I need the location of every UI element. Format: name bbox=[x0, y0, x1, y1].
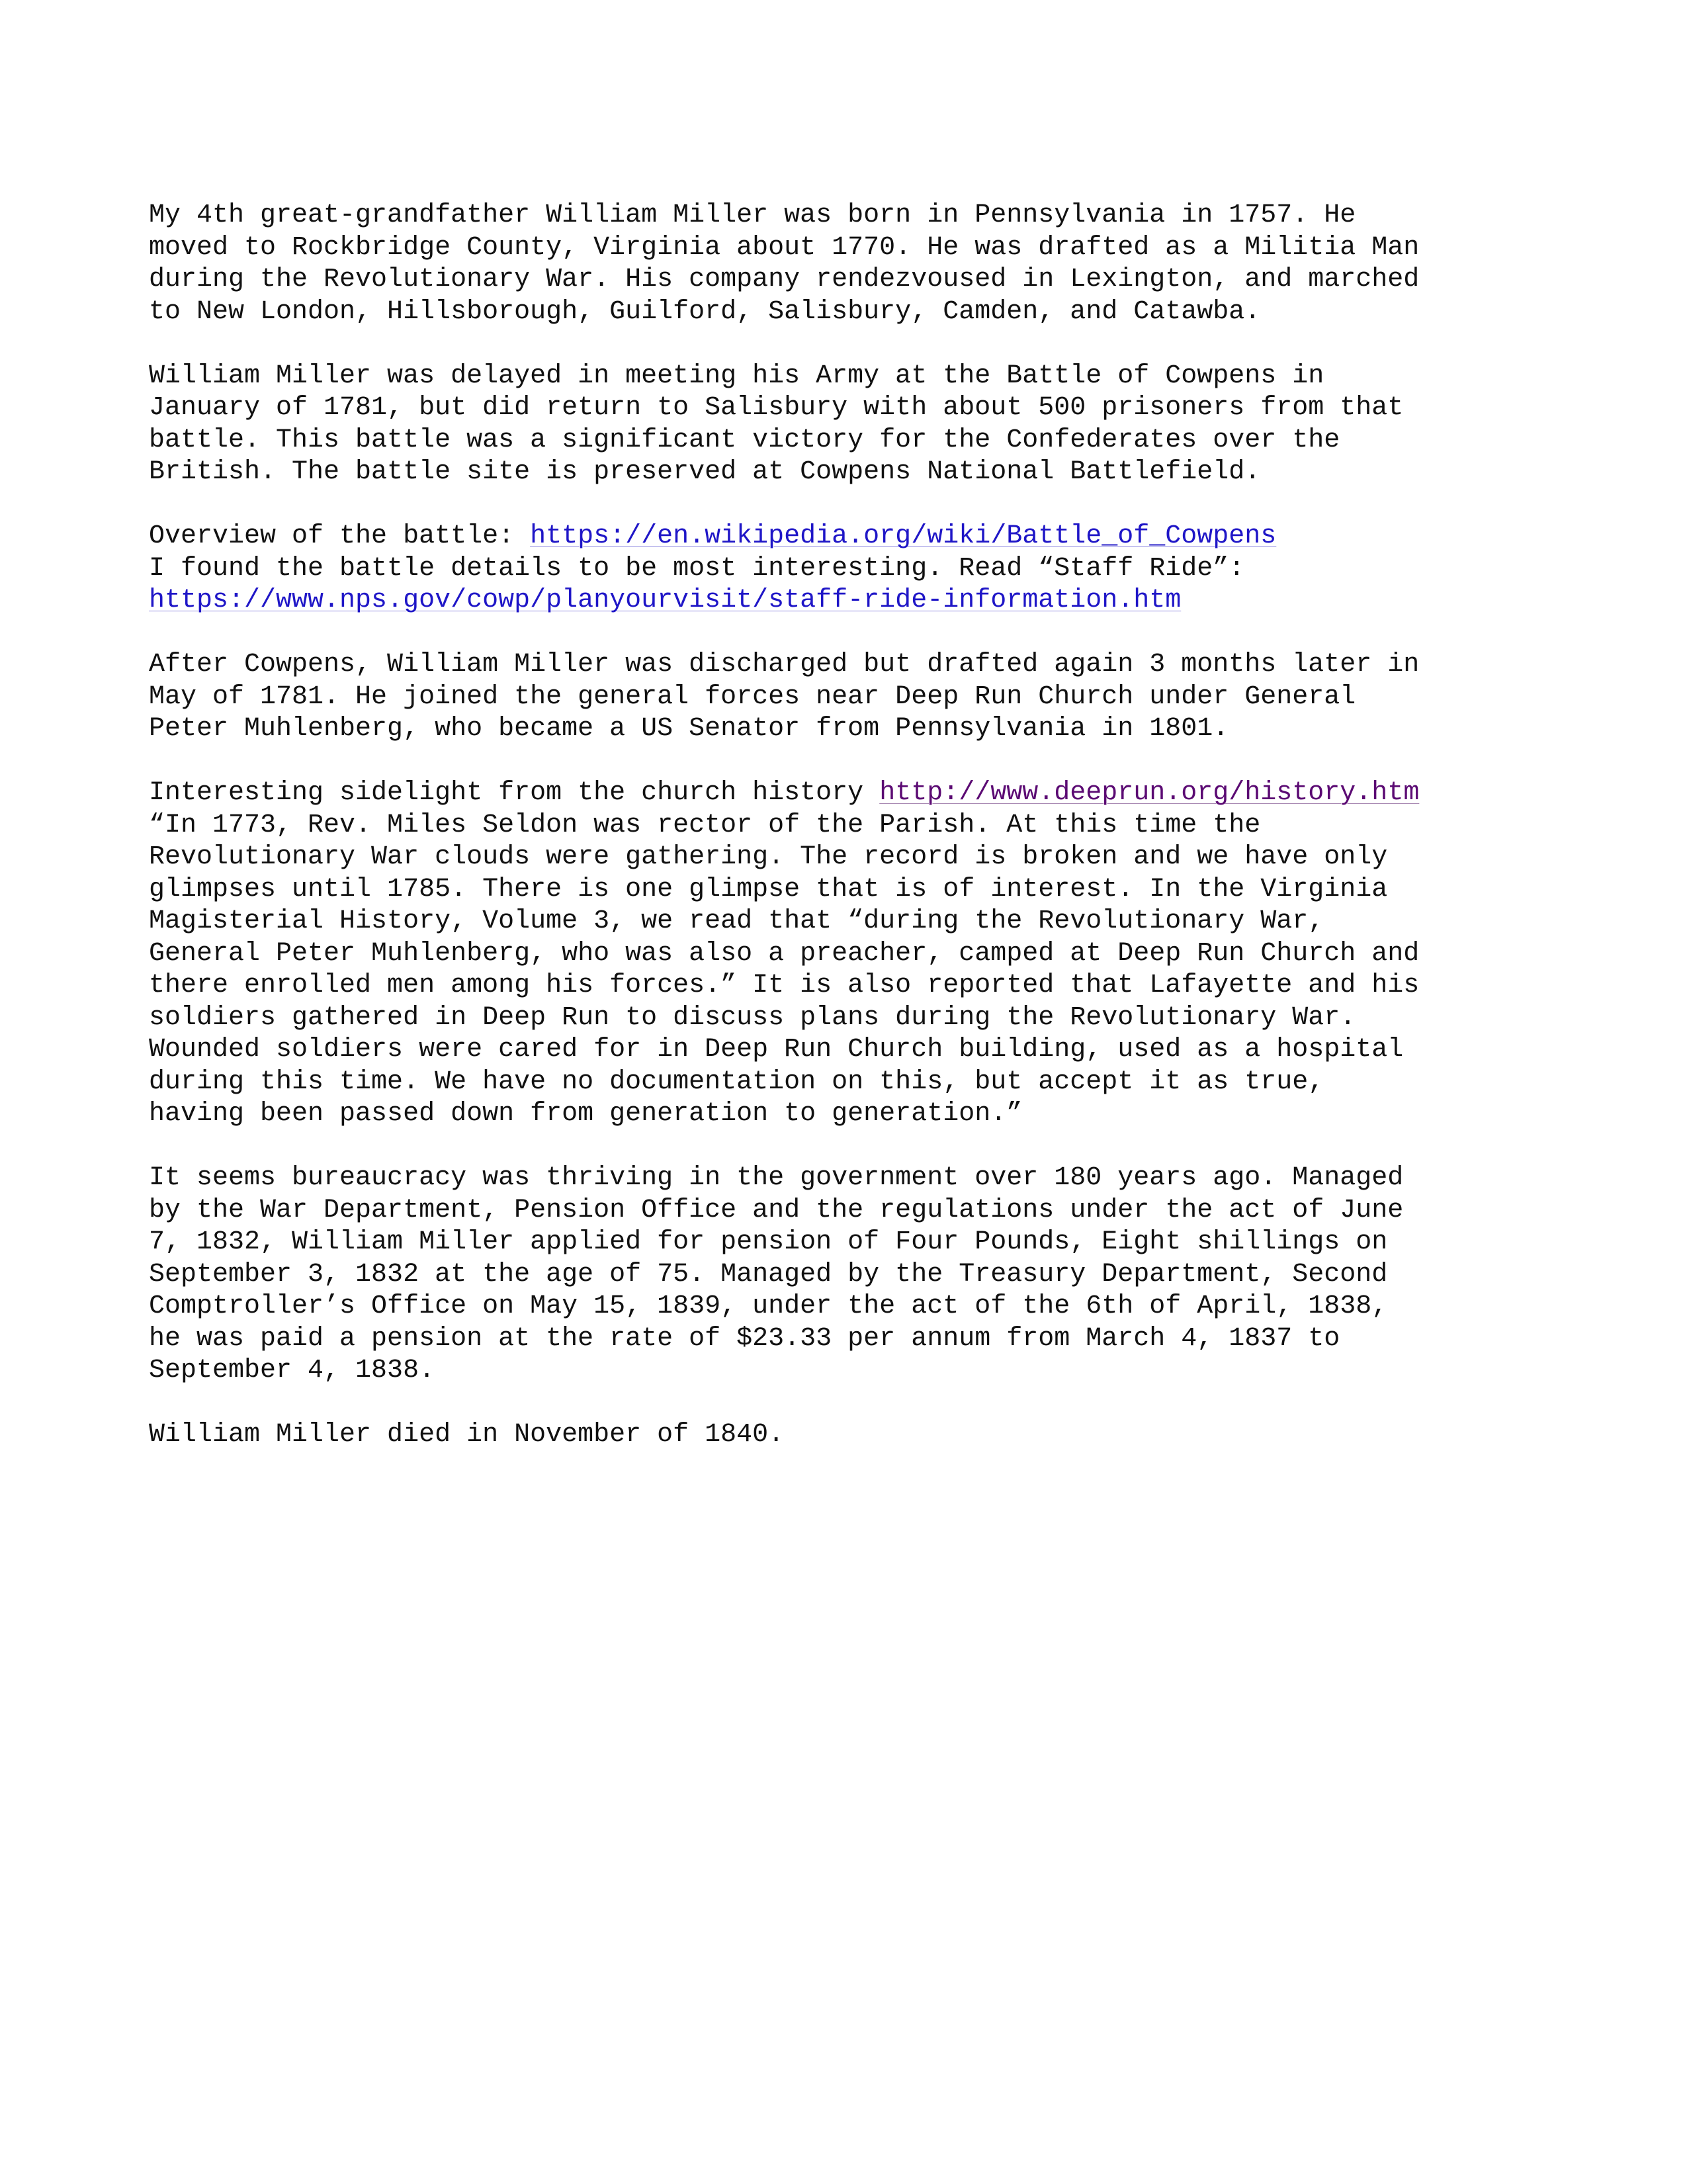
text-line: After Cowpens, William Miller was discharged but drafted again 3 months later in bbox=[149, 650, 1420, 679]
text-line: May of 1781. He joined the general forces near Deep Run Church under General bbox=[149, 681, 1356, 712]
staff-ride-line bbox=[149, 585, 1551, 617]
quote-line: Revolutionary War clouds were gathering. The record is broken and we have only bbox=[149, 842, 1388, 872]
quote-line: “In 1773, Rev. Miles Seldon was rector of the Parish. At this time the bbox=[149, 810, 1261, 840]
paragraph-birth-and-service bbox=[149, 200, 1551, 328]
text-line: William Miller was delayed in meeting his Army at the Battle of Cowpens in bbox=[149, 361, 1324, 391]
church-history-intro-line bbox=[149, 777, 1551, 810]
text-line: to New London, Hillsborough, Guilford, Salisbury, Camden, and Catawba. bbox=[149, 296, 1261, 327]
overview-label: Overview of the battle: bbox=[149, 521, 531, 551]
wikipedia-battle-link[interactable]: https://en.wikipedia.org/wiki/Battle_of_Cowpens bbox=[530, 521, 1277, 551]
nps-staff-ride-link[interactable]: https://www.nps.gov/cowp/planyourvisit/staff-ride-information.htm bbox=[149, 586, 1182, 615]
text-line: It seems bureaucracy was thriving in the government over 180 years ago. Managed bbox=[149, 1163, 1404, 1193]
text-line: British. The battle site is preserved at Cowpens National Battlefield. bbox=[149, 457, 1261, 487]
text-line: by the War Department, Pension Office and the regulations under the act of June bbox=[149, 1195, 1404, 1225]
text-line: he was paid a pension at the rate of $23.33 per annum from March 4, 1837 to bbox=[149, 1323, 1340, 1354]
text-line: My 4th great-grandfather William Miller was born in Pennsylvania in 1757. He bbox=[149, 200, 1356, 230]
text-line: September 3, 1832 at the age of 75. Managed by the Treasury Department, Second bbox=[149, 1259, 1388, 1289]
text-line: September 4, 1838. bbox=[149, 1356, 435, 1385]
staff-ride-text: I found the battle details to be most interesting. Read “Staff Ride”: bbox=[149, 553, 1245, 584]
text-line: 7, 1832, William Miller applied for pension of Four Pounds, Eight shillings on bbox=[149, 1227, 1388, 1257]
quote-line: General Peter Muhlenberg, who was also a preacher, camped at Deep Run Church and bbox=[149, 938, 1420, 969]
text-line: January of 1781, but did return to Salisbury with about 500 prisoners from that bbox=[149, 393, 1404, 423]
text-line: during the Revolutionary War. His company rendezvoused in Lexington, and marched bbox=[149, 265, 1420, 294]
overview-line bbox=[149, 521, 1551, 553]
text-line: Peter Muhlenberg, who became a US Senator from Pennsylvania in 1801. bbox=[149, 714, 1229, 744]
paragraph-pension bbox=[149, 1162, 1551, 1387]
text-line: Comptroller’s Office on May 15, 1839, under the act of the 6th of April, 1838, bbox=[149, 1291, 1388, 1321]
quote-line: during this time. We have no documentation on this, but accept it as true, bbox=[149, 1067, 1324, 1097]
text-line: moved to Rockbridge County, Virginia about 1770. He was drafted as a Militia Man bbox=[149, 232, 1420, 263]
document-body bbox=[149, 200, 1551, 1483]
paragraph-death bbox=[149, 1419, 1551, 1452]
paragraph-second-draft bbox=[149, 649, 1551, 746]
paragraph-cowpens bbox=[149, 361, 1551, 489]
church-history-label: Interesting sidelight from the church history bbox=[149, 778, 880, 808]
paragraph-church-history bbox=[149, 777, 1551, 1131]
quote-line: soldiers gathered in Deep Run to discuss plans during the Revolutionary War. bbox=[149, 1002, 1356, 1033]
quote-line: having been passed down from generation to generation.” bbox=[149, 1099, 1023, 1129]
text-line: battle. This battle was a significant victory for the Confederates over the bbox=[149, 425, 1340, 455]
quote-line: there enrolled men among his forces.” It is also reported that Lafayette and his bbox=[149, 971, 1420, 1000]
deeprun-history-link[interactable]: http://www.deeprun.org/history.htm bbox=[879, 778, 1420, 808]
quote-line: glimpses until 1785. There is one glimpse that is of interest. In the Virginia bbox=[149, 874, 1388, 904]
quote-line: Wounded soldiers were cared for in Deep Run Church building, used as a hospital bbox=[149, 1035, 1404, 1065]
paragraph-battle-links bbox=[149, 521, 1551, 617]
text-line: William Miller died in November of 1840. bbox=[149, 1420, 785, 1450]
quote-line: Magisterial History, Volume 3, we read that “during the Revolutionary War, bbox=[149, 906, 1324, 936]
